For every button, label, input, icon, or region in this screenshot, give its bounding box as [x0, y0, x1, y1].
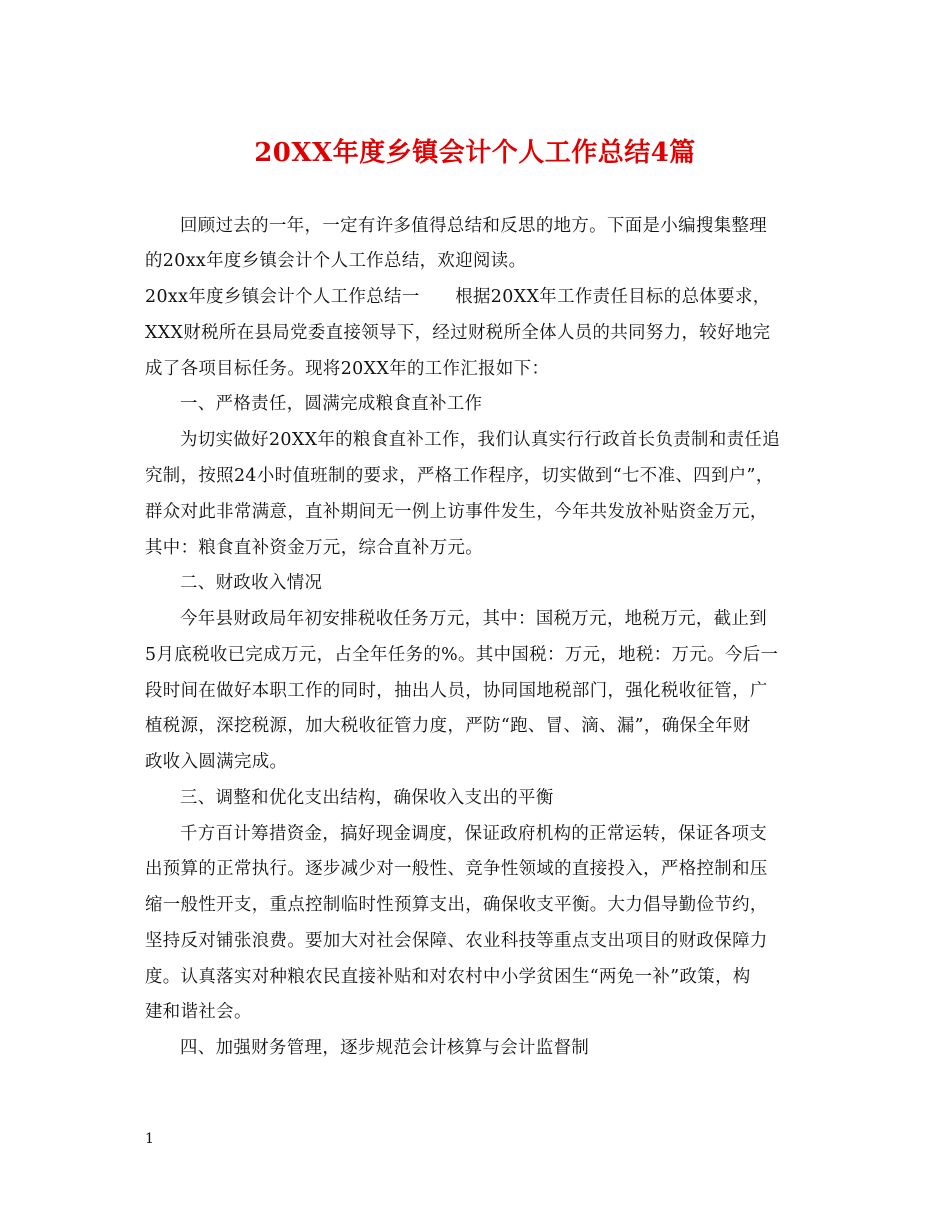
- paragraph-line: 今年县财政局年初安排税收任务万元，其中：国税万元，地税万元，截止到: [180, 609, 768, 629]
- page-number: 1: [145, 1131, 154, 1147]
- section-heading: 四、加强财务管理，逐步规范会计核算与会计监督制: [180, 1038, 590, 1058]
- paragraph-line: 为切实做好20XX年的粮食直补工作，我们认真实行行政首长负责制和责任追: [180, 430, 781, 450]
- paragraph-line: 5月底税收已完成万元，占全年任务的%。其中国税：万元，地税：万元。今后一: [145, 645, 779, 665]
- paragraph-line: 段时间在做好本职工作的同时，抽出人员，协同国地税部门，强化税收征管，广: [145, 681, 768, 701]
- paragraph-line: 植税源，深挖税源，加大税收征管力度，严防“跑、冒、滴、漏”，确保全年财: [145, 716, 751, 736]
- document-title: 20XX年度乡镇会计个人工作总结4篇: [254, 138, 696, 168]
- paragraph-line: 群众对此非常满意，直补期间无一例上访事件发生，今年共发放补贴资金万元，: [145, 502, 768, 522]
- section-heading: 二、财政收入情况: [180, 573, 323, 593]
- paragraph-line: 政收入圆满完成。: [145, 752, 288, 772]
- paragraph-line: 究制，按照24小时值班制的要求，严格工作程序，切实做到“七不准、四到户”，: [145, 466, 774, 486]
- paragraph-line: 度。认真落实对种粮农民直接补贴和对农村中小学贫困生“两免一补”政策，构: [145, 967, 751, 987]
- paragraph-line: 20xx年度乡镇会计个人工作总结一 根据20XX年工作责任目标的总体要求，: [145, 287, 771, 307]
- paragraph-line: 缩一般性开支，重点控制临时性预算支出，确保收支平衡。大力倡导勤俭节约，: [145, 895, 768, 915]
- paragraph-line: XXX财税所在县局党委直接领导下，经过财税所全体人员的共同努力，较好地完: [145, 323, 771, 343]
- paragraph-line: 成了各项目标任务。现将20XX年的工作汇报如下：: [145, 359, 550, 379]
- paragraph-line: 其中：粮食直补资金万元，综合直补万元。: [145, 538, 484, 558]
- paragraph-line: 回顾过去的一年，一定有许多值得总结和反思的地方。下面是小编搜集整理: [180, 216, 768, 236]
- paragraph-line: 坚持反对铺张浪费。要加大对社会保障、农业科技等重点支出项目的财政保障力: [145, 931, 768, 951]
- section-heading: 一、严格责任，圆满完成粮食直补工作: [180, 394, 483, 414]
- paragraph-line: 建和谐社会。: [145, 1002, 252, 1022]
- section-heading: 三、调整和优化支出结构，确保收入支出的平衡: [180, 788, 554, 808]
- paragraph-line: 出预算的正常执行。逐步减少对一般性、竞争性领域的直接投入，严格控制和压: [145, 859, 768, 879]
- paragraph-line: 千方百计筹措资金，搞好现金调度，保证政府机构的正常运转，保证各项支: [180, 824, 768, 844]
- paragraph-line: 的20xx年度乡镇会计个人工作总结，欢迎阅读。: [145, 251, 527, 271]
